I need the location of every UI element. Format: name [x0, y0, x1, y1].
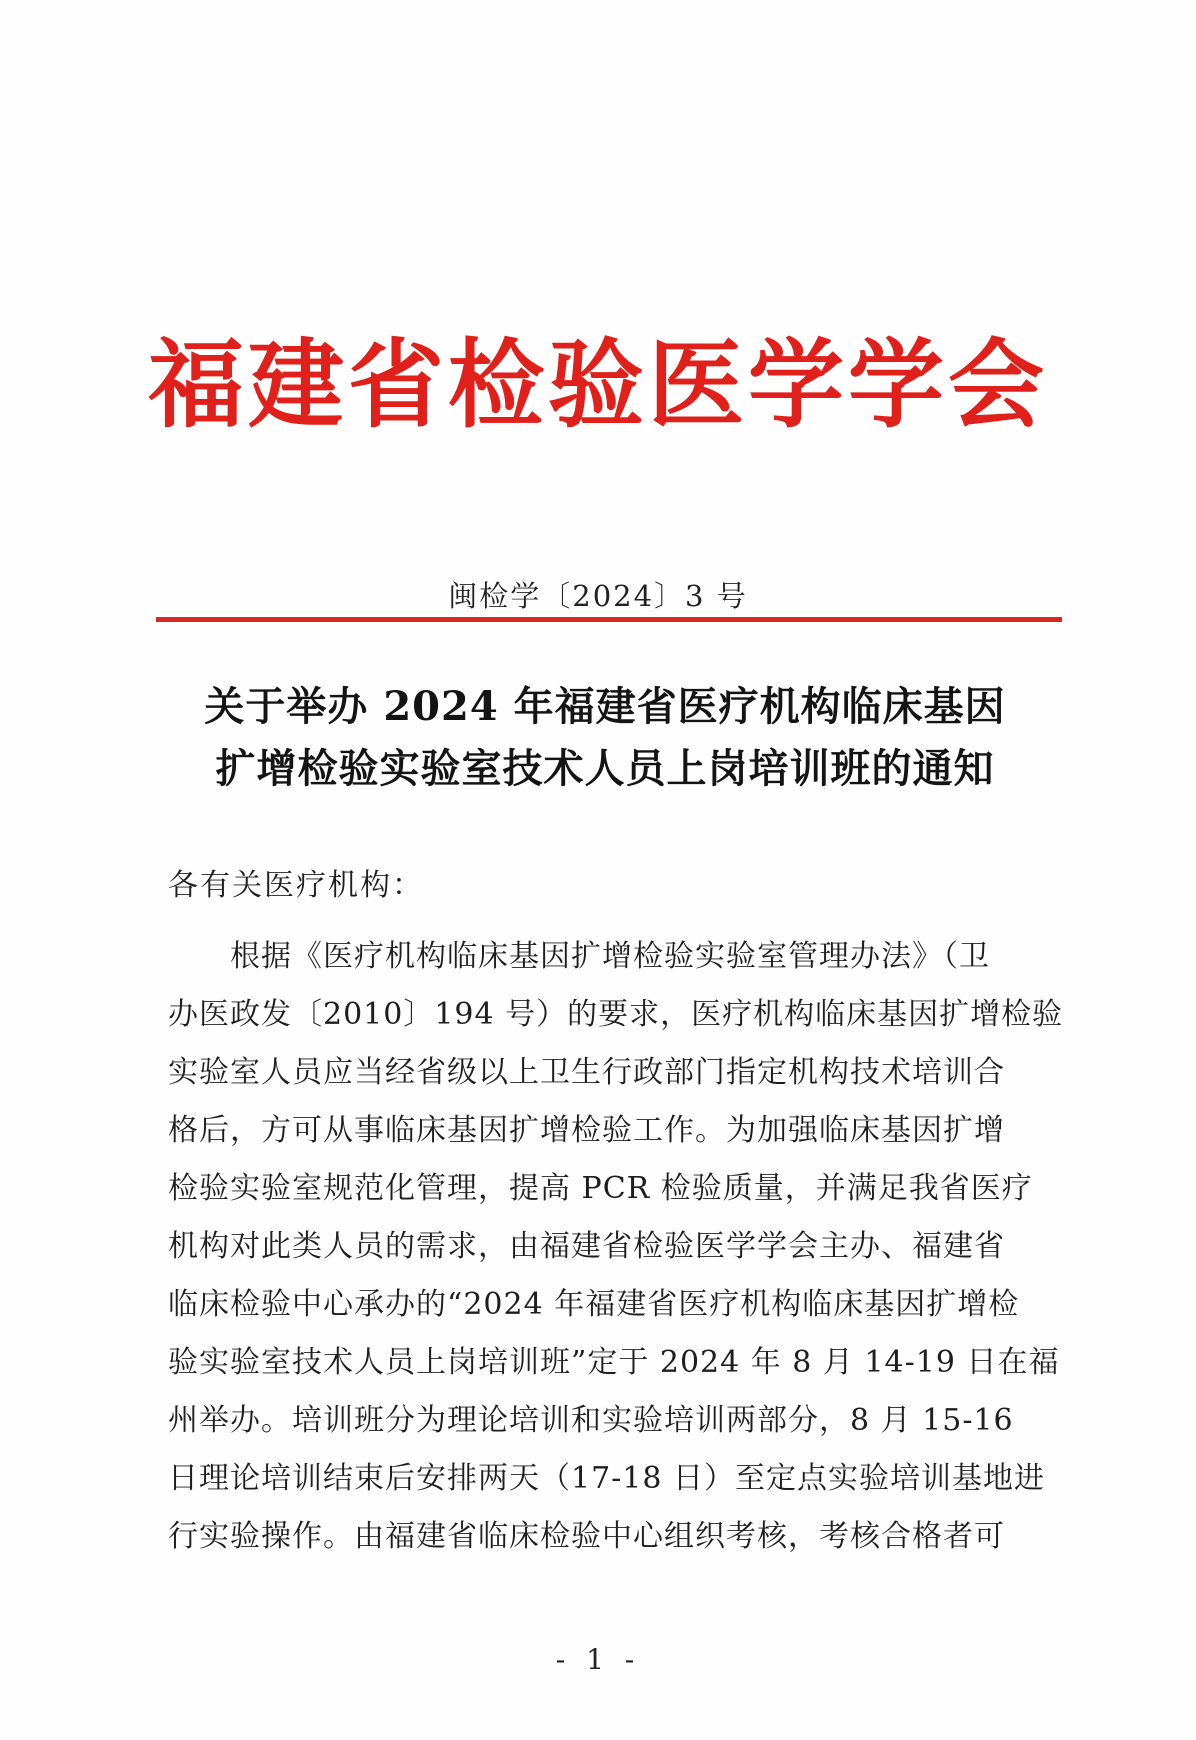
page-number: - 1 - [555, 1643, 641, 1676]
body-line: 实验室人员应当经省级以上卫生行政部门指定机构技术培训合 [168, 1055, 1005, 1090]
body-line: 临床检验中心承办的“2024 年福建省医疗机构临床基因扩增检 [168, 1287, 1020, 1322]
title-line-2: 扩增检验实验室技术人员上岗培训班的通知 [215, 745, 995, 792]
salutation: 各有关医疗机构： [168, 868, 424, 903]
document-number: 闽检学〔2024〕3 号 [448, 579, 748, 613]
body-line: 根据《医疗机构临床基因扩增检验实验室管理办法》（卫 [230, 939, 990, 974]
body-line: 检验实验室规范化管理，提高 PCR 检验质量，并满足我省医疗 [168, 1171, 1033, 1206]
body-line: 行实验操作。由福建省临床检验中心组织考核，考核合格者可 [168, 1519, 1005, 1554]
body-paragraph [168, 928, 1064, 1566]
organization-header: 福建省检验医学学会 [148, 328, 1048, 441]
body-line: 州举办。培训班分为理论培训和实验培训两部分，8 月 15-16 [168, 1403, 1014, 1438]
body-line: 机构对此类人员的需求，由福建省检验医学学会主办、福建省 [168, 1229, 1005, 1264]
red-divider-rule [156, 617, 1062, 622]
body-line: 日理论培训结束后安排两天（17-18 日）至定点实验培训基地进 [168, 1461, 1046, 1496]
body-line: 办医政发〔2010〕194 号）的要求，医疗机构临床基因扩增检验 [168, 997, 1064, 1032]
body-line: 格后，方可从事临床基因扩增检验工作。为加强临床基因扩增 [168, 1113, 1005, 1148]
document-title [150, 676, 1060, 800]
body-line: 验实验室技术人员上岗培训班”定于 2024 年 8 月 14-19 日在福 [168, 1345, 1060, 1380]
title-line-1: 关于举办 2024 年福建省医疗机构临床基因 [204, 683, 1006, 730]
